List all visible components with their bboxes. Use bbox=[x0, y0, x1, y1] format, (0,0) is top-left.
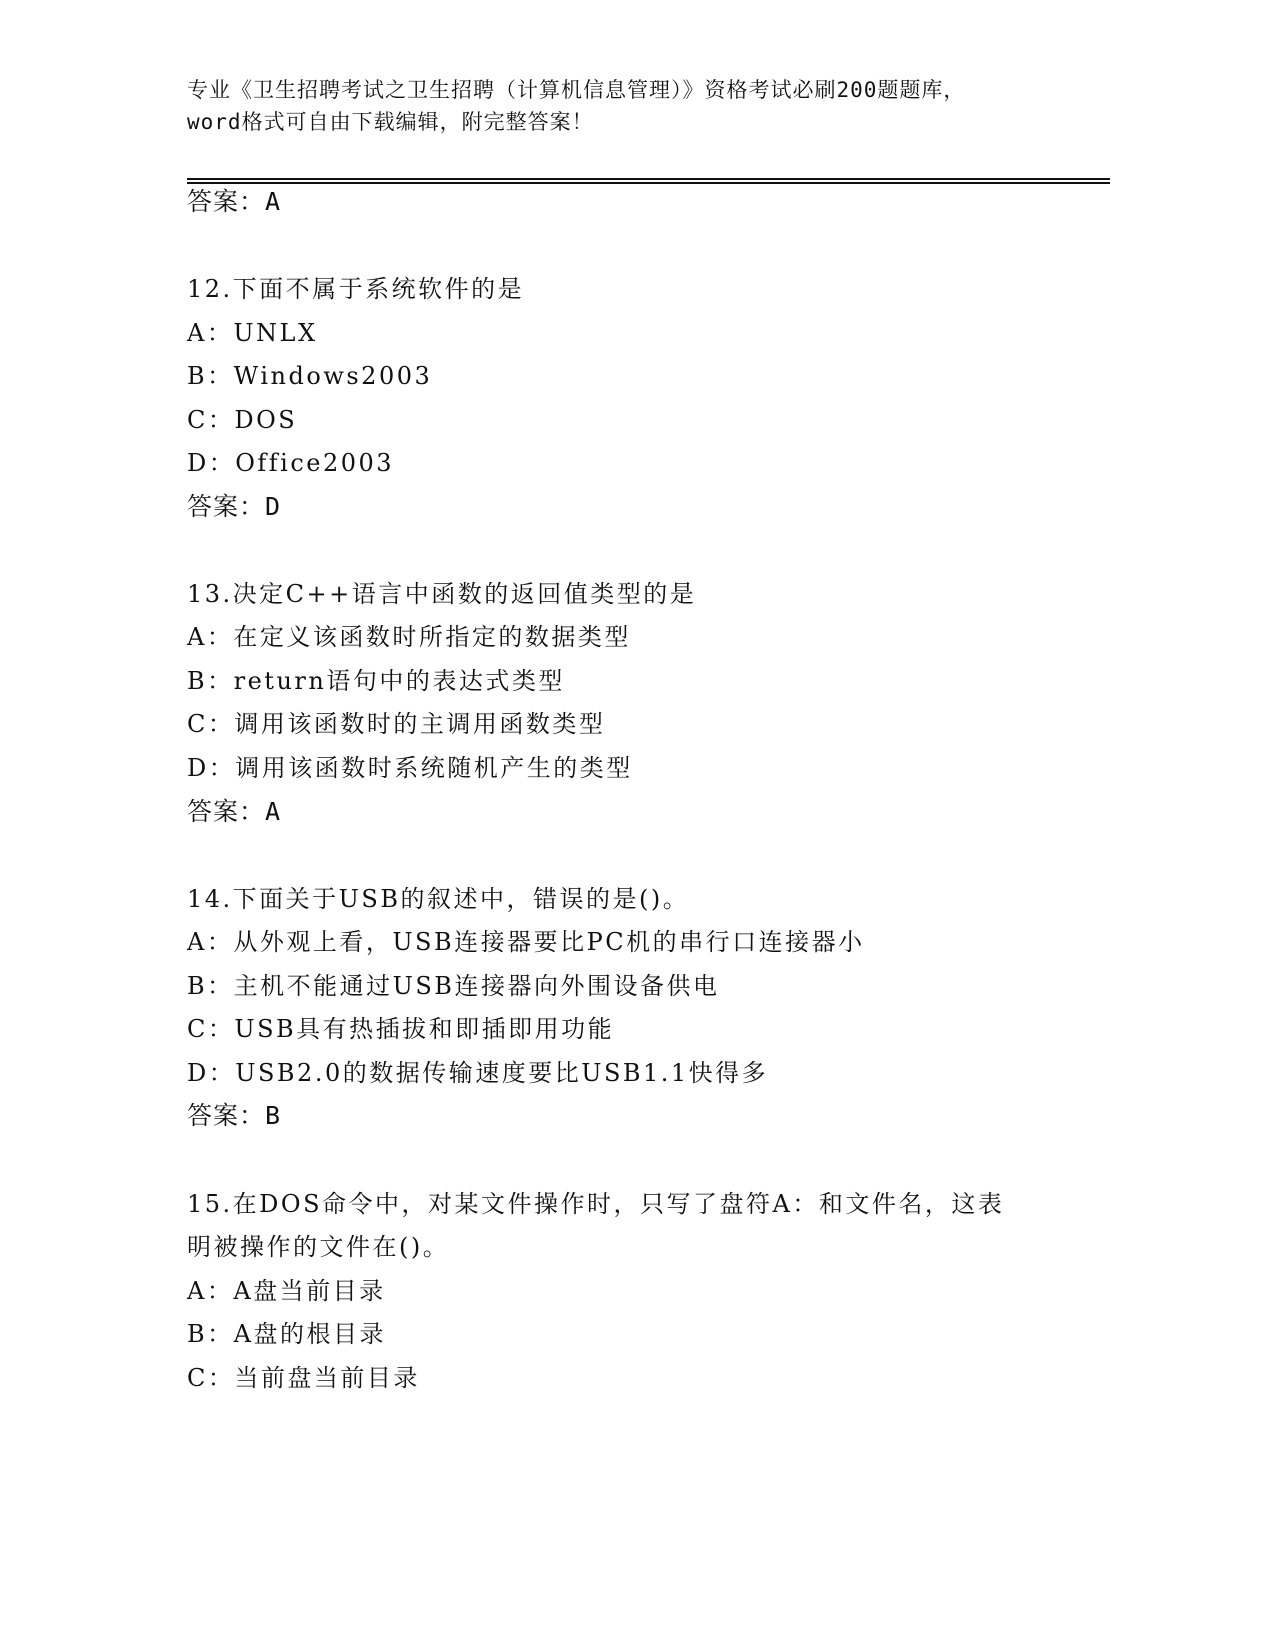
question-12-option-d: D：Office2003 bbox=[187, 449, 395, 477]
question-12-option-a: A：UNLX bbox=[187, 319, 318, 347]
header-line-2: word格式可自由下载编辑，附完整答案！ bbox=[187, 110, 594, 134]
answer-q12: 答案：D bbox=[187, 492, 282, 521]
question-12-option-b: B：Windows2003 bbox=[187, 362, 433, 390]
question-14-option-d: D：USB2.0的数据传输速度要比USB1.1快得多 bbox=[187, 1059, 769, 1087]
question-15-option-b: B：A盘的根目录 bbox=[187, 1320, 386, 1348]
question-12-stem: 12.下面不属于系统软件的是 bbox=[187, 275, 525, 303]
question-15-stem-line-2: 明被操作的文件在()。 bbox=[187, 1233, 450, 1261]
question-14-stem: 14.下面关于USB的叙述中，错误的是()。 bbox=[187, 885, 690, 913]
document-header bbox=[187, 74, 1087, 138]
question-14-option-c: C：USB具有热插拔和即插即用功能 bbox=[187, 1015, 615, 1043]
question-14-option-b: B：主机不能通过USB连接器向外围设备供电 bbox=[187, 972, 720, 1000]
question-13-stem: 13.决定C++语言中函数的返回值类型的是 bbox=[187, 580, 697, 608]
question-12-option-c: C：DOS bbox=[187, 406, 298, 434]
question-14-option-a: A：从外观上看，USB连接器要比PC机的串行口连接器小 bbox=[187, 928, 865, 956]
header-divider bbox=[187, 178, 1110, 184]
header-line-1: 专业《卫生招聘考试之卫生招聘（计算机信息管理）》资格考试必刷200题题库， bbox=[187, 78, 966, 102]
question-15-option-a: A：A盘当前目录 bbox=[187, 1277, 386, 1305]
question-13-option-d: D：调用该函数时系统随机产生的类型 bbox=[187, 754, 633, 782]
question-13-option-c: C：调用该函数时的主调用函数类型 bbox=[187, 710, 606, 738]
answer-q11: 答案：A bbox=[187, 187, 282, 216]
answer-q14: 答案：B bbox=[187, 1101, 282, 1130]
question-13-option-a: A：在定义该函数时所指定的数据类型 bbox=[187, 623, 631, 651]
answer-q13: 答案：A bbox=[187, 797, 282, 826]
question-15-stem-line-1: 15.在DOS命令中，对某文件操作时，只写了盘符A：和文件名，这表 bbox=[187, 1190, 1005, 1218]
question-13-option-b: B：return语句中的表达式类型 bbox=[187, 667, 565, 695]
question-15-option-c: C：当前盘当前目录 bbox=[187, 1364, 420, 1392]
